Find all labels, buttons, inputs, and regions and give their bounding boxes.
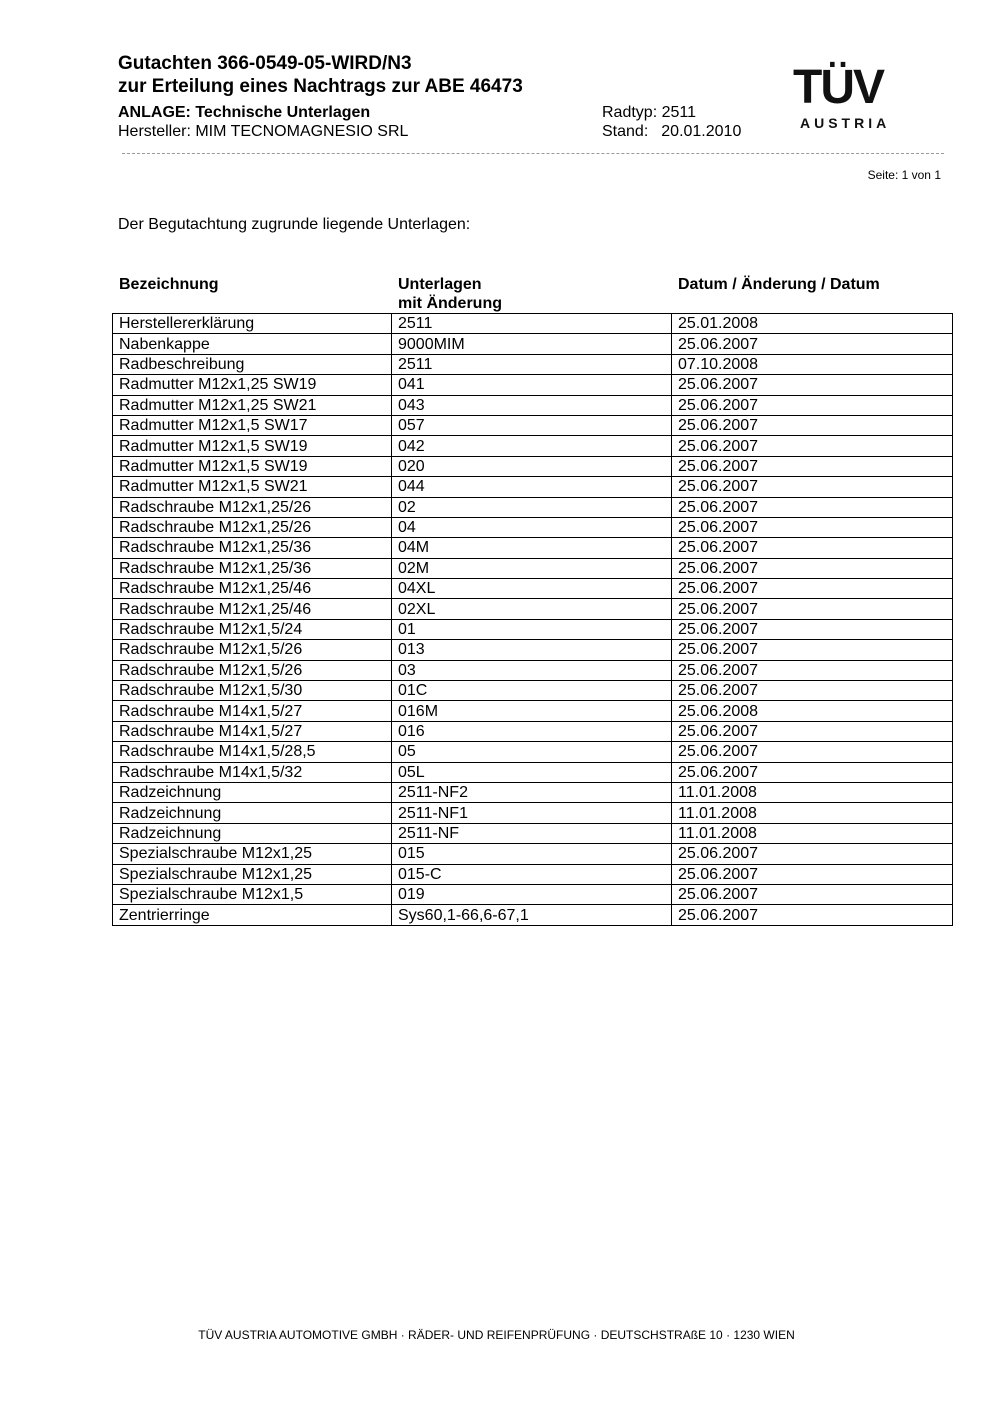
date-cell: 25.06.2007 bbox=[672, 395, 953, 415]
table-row bbox=[113, 415, 953, 435]
designation-cell: Radzeichnung bbox=[113, 823, 392, 843]
date-cell: 25.06.2007 bbox=[672, 762, 953, 782]
document-ref-cell: 2511-NF bbox=[392, 823, 672, 843]
designation-cell: Herstellererklärung bbox=[113, 314, 392, 334]
document-ref-cell: 020 bbox=[392, 456, 672, 476]
date-cell: 25.06.2007 bbox=[672, 681, 953, 701]
designation-cell: Spezialschraube M12x1,25 bbox=[113, 864, 392, 884]
table-row bbox=[113, 477, 953, 497]
document-ref-cell: 04M bbox=[392, 538, 672, 558]
document-ref-cell: 042 bbox=[392, 436, 672, 456]
designation-cell: Nabenkappe bbox=[113, 334, 392, 354]
table-row bbox=[113, 395, 953, 415]
designation-cell: Radschraube M14x1,5/27 bbox=[113, 701, 392, 721]
table-row bbox=[113, 782, 953, 802]
document-ref-cell: 044 bbox=[392, 477, 672, 497]
column-header-date: Datum / Änderung / Datum bbox=[678, 276, 880, 293]
date-cell: 25.06.2007 bbox=[672, 905, 953, 925]
document-ref-cell: 015-C bbox=[392, 864, 672, 884]
date-cell: 25.06.2007 bbox=[672, 334, 953, 354]
logo-subtitle: AUSTRIA bbox=[800, 115, 891, 131]
table-row bbox=[113, 497, 953, 517]
table-row bbox=[113, 864, 953, 884]
document-ref-cell: 057 bbox=[392, 415, 672, 435]
document-ref-cell: 03 bbox=[392, 660, 672, 680]
date-cell: 25.06.2007 bbox=[672, 864, 953, 884]
designation-cell: Radschraube M12x1,25/36 bbox=[113, 538, 392, 558]
designation-cell: Radschraube M14x1,5/28,5 bbox=[113, 742, 392, 762]
tuv-austria-logo bbox=[790, 56, 925, 132]
table-row bbox=[113, 701, 953, 721]
table-row bbox=[113, 681, 953, 701]
date-cell: 07.10.2008 bbox=[672, 354, 953, 374]
date-cell: 11.01.2008 bbox=[672, 823, 953, 843]
document-ref-cell: 05L bbox=[392, 762, 672, 782]
designation-cell: Radschraube M14x1,5/32 bbox=[113, 762, 392, 782]
document-ref-cell: 02XL bbox=[392, 599, 672, 619]
document-ref-cell: 015 bbox=[392, 844, 672, 864]
designation-cell: Radmutter M12x1,25 SW19 bbox=[113, 375, 392, 395]
table-row bbox=[113, 823, 953, 843]
designation-cell: Radschraube M12x1,5/24 bbox=[113, 619, 392, 639]
table-row bbox=[113, 334, 953, 354]
date-cell: 25.06.2007 bbox=[672, 640, 953, 660]
designation-cell: Radschraube M12x1,5/26 bbox=[113, 640, 392, 660]
designation-cell: Radschraube M12x1,25/36 bbox=[113, 558, 392, 578]
designation-cell: Radmutter M12x1,5 SW17 bbox=[113, 415, 392, 435]
table-row bbox=[113, 905, 953, 925]
page-number: Seite: 1 von 1 bbox=[867, 168, 941, 182]
document-ref-cell: 01C bbox=[392, 681, 672, 701]
date-cell: 11.01.2008 bbox=[672, 782, 953, 802]
date-cell: 25.06.2007 bbox=[672, 884, 953, 904]
document-ref-cell: 9000MIM bbox=[392, 334, 672, 354]
header-divider bbox=[122, 153, 944, 154]
documents-table bbox=[112, 313, 953, 926]
page-footer: TÜV AUSTRIA AUTOMOTIVE GMBH · RÄDER- UND REIFENPRÜFUNG · DEUTSCHSTRAßE 10 · 1230 WIEN bbox=[198, 1328, 795, 1342]
designation-cell: Radzeichnung bbox=[113, 782, 392, 802]
document-ref-cell: 2511 bbox=[392, 354, 672, 374]
table-row bbox=[113, 762, 953, 782]
table-row bbox=[113, 314, 953, 334]
document-ref-cell: Sys60,1-66,6-67,1 bbox=[392, 905, 672, 925]
document-ref-cell: 04XL bbox=[392, 579, 672, 599]
designation-cell: Radmutter M12x1,5 SW19 bbox=[113, 456, 392, 476]
date-cell: 11.01.2008 bbox=[672, 803, 953, 823]
designation-cell: Radbeschreibung bbox=[113, 354, 392, 374]
document-ref-cell: 05 bbox=[392, 742, 672, 762]
document-subtitle: zur Erteilung eines Nachtrags zur ABE 46473 bbox=[118, 76, 523, 97]
table-row bbox=[113, 456, 953, 476]
document-ref-cell: 02M bbox=[392, 558, 672, 578]
date-cell: 25.06.2007 bbox=[672, 517, 953, 537]
logo-wordmark: TÜV bbox=[793, 61, 883, 114]
table-row bbox=[113, 558, 953, 578]
date-cell: 25.06.2007 bbox=[672, 497, 953, 517]
table-row bbox=[113, 579, 953, 599]
designation-cell: Radschraube M12x1,25/46 bbox=[113, 599, 392, 619]
date-cell: 25.06.2007 bbox=[672, 742, 953, 762]
designation-cell: Radschraube M12x1,5/30 bbox=[113, 681, 392, 701]
designation-cell: Radmutter M12x1,25 SW21 bbox=[113, 395, 392, 415]
document-ref-cell: 2511 bbox=[392, 314, 672, 334]
designation-cell: Radschraube M14x1,5/27 bbox=[113, 721, 392, 741]
date-cell: 25.06.2008 bbox=[672, 701, 953, 721]
document-ref-cell: 01 bbox=[392, 619, 672, 639]
document-title: Gutachten 366-0549-05-WIRD/N3 bbox=[118, 53, 412, 74]
table-row bbox=[113, 884, 953, 904]
document-ref-cell: 019 bbox=[392, 884, 672, 904]
table-row bbox=[113, 619, 953, 639]
document-ref-cell: 02 bbox=[392, 497, 672, 517]
status-date-value: 20.01.2010 bbox=[661, 123, 742, 140]
table-row bbox=[113, 375, 953, 395]
column-header-designation: Bezeichnung bbox=[119, 276, 219, 293]
table-row bbox=[113, 436, 953, 456]
date-cell: 25.06.2007 bbox=[672, 844, 953, 864]
table-row bbox=[113, 538, 953, 558]
table-row bbox=[113, 660, 953, 680]
status-date-label: Stand: bbox=[602, 123, 649, 140]
designation-cell: Radschraube M12x1,5/26 bbox=[113, 660, 392, 680]
date-cell: 25.06.2007 bbox=[672, 619, 953, 639]
date-cell: 25.06.2007 bbox=[672, 558, 953, 578]
document-ref-cell: 04 bbox=[392, 517, 672, 537]
tuv-logo-graphic bbox=[790, 56, 925, 132]
column-header-documents-line1: Unterlagen bbox=[398, 276, 482, 293]
table-row bbox=[113, 803, 953, 823]
status-date bbox=[602, 123, 741, 141]
table-row bbox=[113, 599, 953, 619]
designation-cell: Radmutter M12x1,5 SW21 bbox=[113, 477, 392, 497]
date-cell: 25.06.2007 bbox=[672, 477, 953, 497]
designation-cell: Radzeichnung bbox=[113, 803, 392, 823]
designation-cell: Spezialschraube M12x1,25 bbox=[113, 844, 392, 864]
date-cell: 25.01.2008 bbox=[672, 314, 953, 334]
date-cell: 25.06.2007 bbox=[672, 599, 953, 619]
attachment-label: ANLAGE: Technische Unterlagen bbox=[118, 104, 371, 121]
document-ref-cell: 2511-NF2 bbox=[392, 782, 672, 802]
date-cell: 25.06.2007 bbox=[672, 456, 953, 476]
designation-cell: Spezialschraube M12x1,5 bbox=[113, 884, 392, 904]
documents-table-body bbox=[113, 314, 953, 926]
document-ref-cell: 043 bbox=[392, 395, 672, 415]
column-header-documents bbox=[398, 275, 502, 313]
document-ref-cell: 041 bbox=[392, 375, 672, 395]
table-row bbox=[113, 354, 953, 374]
table-row bbox=[113, 640, 953, 660]
date-cell: 25.06.2007 bbox=[672, 660, 953, 680]
date-cell: 25.06.2007 bbox=[672, 579, 953, 599]
designation-cell: Radmutter M12x1,5 SW19 bbox=[113, 436, 392, 456]
date-cell: 25.06.2007 bbox=[672, 436, 953, 456]
designation-cell: Radschraube M12x1,25/26 bbox=[113, 517, 392, 537]
date-cell: 25.06.2007 bbox=[672, 538, 953, 558]
table-row bbox=[113, 517, 953, 537]
document-ref-cell: 013 bbox=[392, 640, 672, 660]
date-cell: 25.06.2007 bbox=[672, 415, 953, 435]
document-ref-cell: 016 bbox=[392, 721, 672, 741]
document-ref-cell: 2511-NF1 bbox=[392, 803, 672, 823]
column-header-documents-line2: mit Änderung bbox=[398, 295, 502, 312]
designation-cell: Radschraube M12x1,25/26 bbox=[113, 497, 392, 517]
designation-cell: Radschraube M12x1,25/46 bbox=[113, 579, 392, 599]
wheel-type-label: Radtyp: 2511 bbox=[602, 104, 696, 121]
table-row bbox=[113, 742, 953, 762]
manufacturer-label: Hersteller: MIM TECNOMAGNESIO SRL bbox=[118, 123, 409, 140]
table-row bbox=[113, 844, 953, 864]
intro-text: Der Begutachtung zugrunde liegende Unterlagen: bbox=[118, 216, 471, 233]
table-row bbox=[113, 721, 953, 741]
date-cell: 25.06.2007 bbox=[672, 721, 953, 741]
document-ref-cell: 016M bbox=[392, 701, 672, 721]
date-cell: 25.06.2007 bbox=[672, 375, 953, 395]
designation-cell: Zentrierringe bbox=[113, 905, 392, 925]
